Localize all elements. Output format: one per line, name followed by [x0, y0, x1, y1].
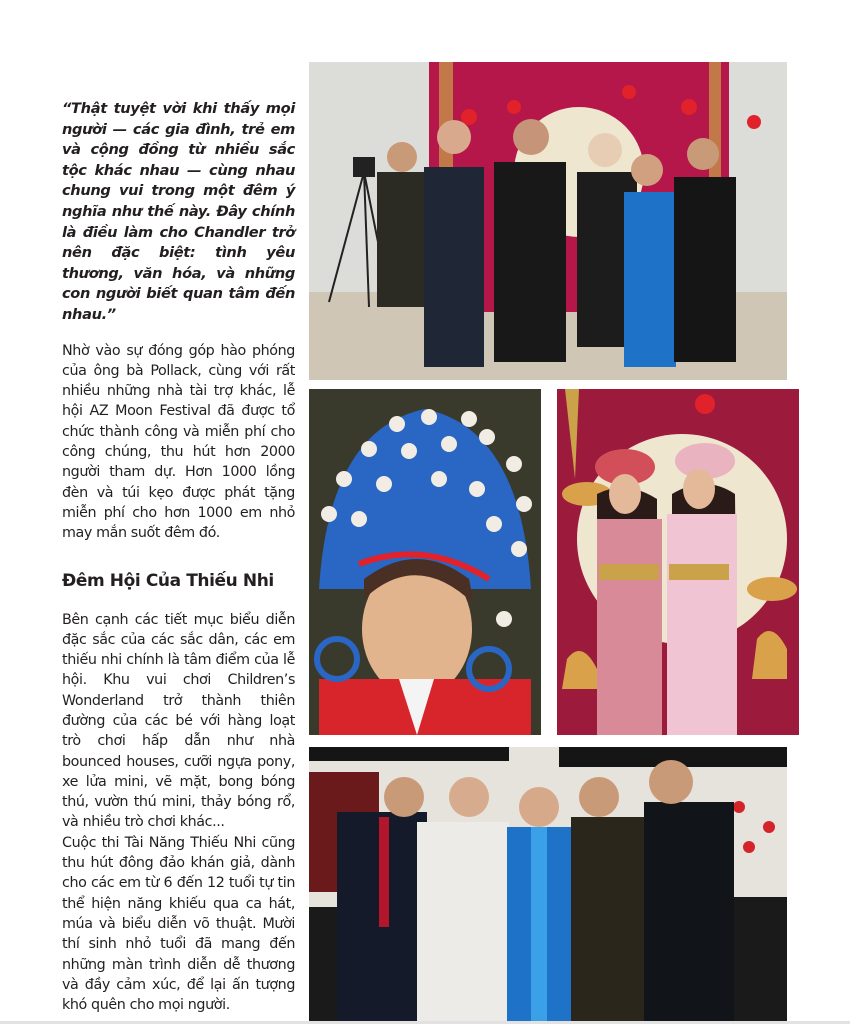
- photo-festival-guests: [309, 62, 787, 380]
- paragraph-talent-contest: Cuộc thi Tài Năng Thiếu Nhi cũng thu hút đông đảo khán giả, dành cho các em từ 6 đến 12 tuổi tự tin thể hiện năng khiếu qua ca hát, múa và biểu diễn võ thuật. Mười thí sinh nhỏ tuổi đã mang đến những màn trình diễn dễ thương và đầy cảm xúc, để lại ấn tượng khó quên cho mọi người.: [62, 834, 295, 1014]
- photo-festival-guests-image: [309, 62, 787, 380]
- photo-girls-ao-dai-image: [557, 389, 799, 735]
- photo-child-headdress: [309, 389, 541, 735]
- pull-quote: “Thật tuyệt vời khi thấy mọi người — các gia đình, trẻ em và cộng đồng từ nhiều sắc tộc khác nhau — cùng nhau chung vui trong một đêm ý nghĩa như thế này. Đây chính là điều làm cho Chandler trở nên đặc biệt: tình yêu thương, văn hóa, và những con người biết quan tâm đến nhau.”: [62, 100, 295, 323]
- article-text-column: [62, 99, 295, 1015]
- photo-group-event-hall: [309, 747, 787, 1024]
- photo-girls-ao-dai: [557, 389, 799, 735]
- photo-group-event-hall-image: [309, 747, 787, 1024]
- paragraph-children-wonderland: Bên cạnh các tiết mục biểu diễn đặc sắc của các sắc dân, các em thiếu nhi chính là tâm điểm của lễ hội. Khu vui chơi Children’s Wonderland trở thành thiên đường của các bé với hàng loạt trò chơi hấp dẫn như nhà bounced houses, cưỡi ngựa pony, xe lửa mini, vẽ mặt, bong bóng thú, vườn thú mini, thảy bóng rổ, và nhiều trò chơi khác...: [62, 611, 295, 831]
- photo-child-headdress-image: [309, 389, 541, 735]
- paragraph-sponsors: Nhờ vào sự đóng góp hào phóng của ông bà Pollack, cùng với rất nhiều những nhà tài trợ khác, lễ hội AZ Moon Festival đã được tổ chức thành công và miễn phí cho công chúng, thu hút hơn 2000 người tham dự. Hơn 1000 lồng đèn và túi kẹo được phát tặng miễn phí cho hơn 1000 em nhỏ may mắn suốt đêm đó.: [62, 342, 295, 542]
- section-heading: Đêm Hội Của Thiếu Nhi: [62, 570, 274, 591]
